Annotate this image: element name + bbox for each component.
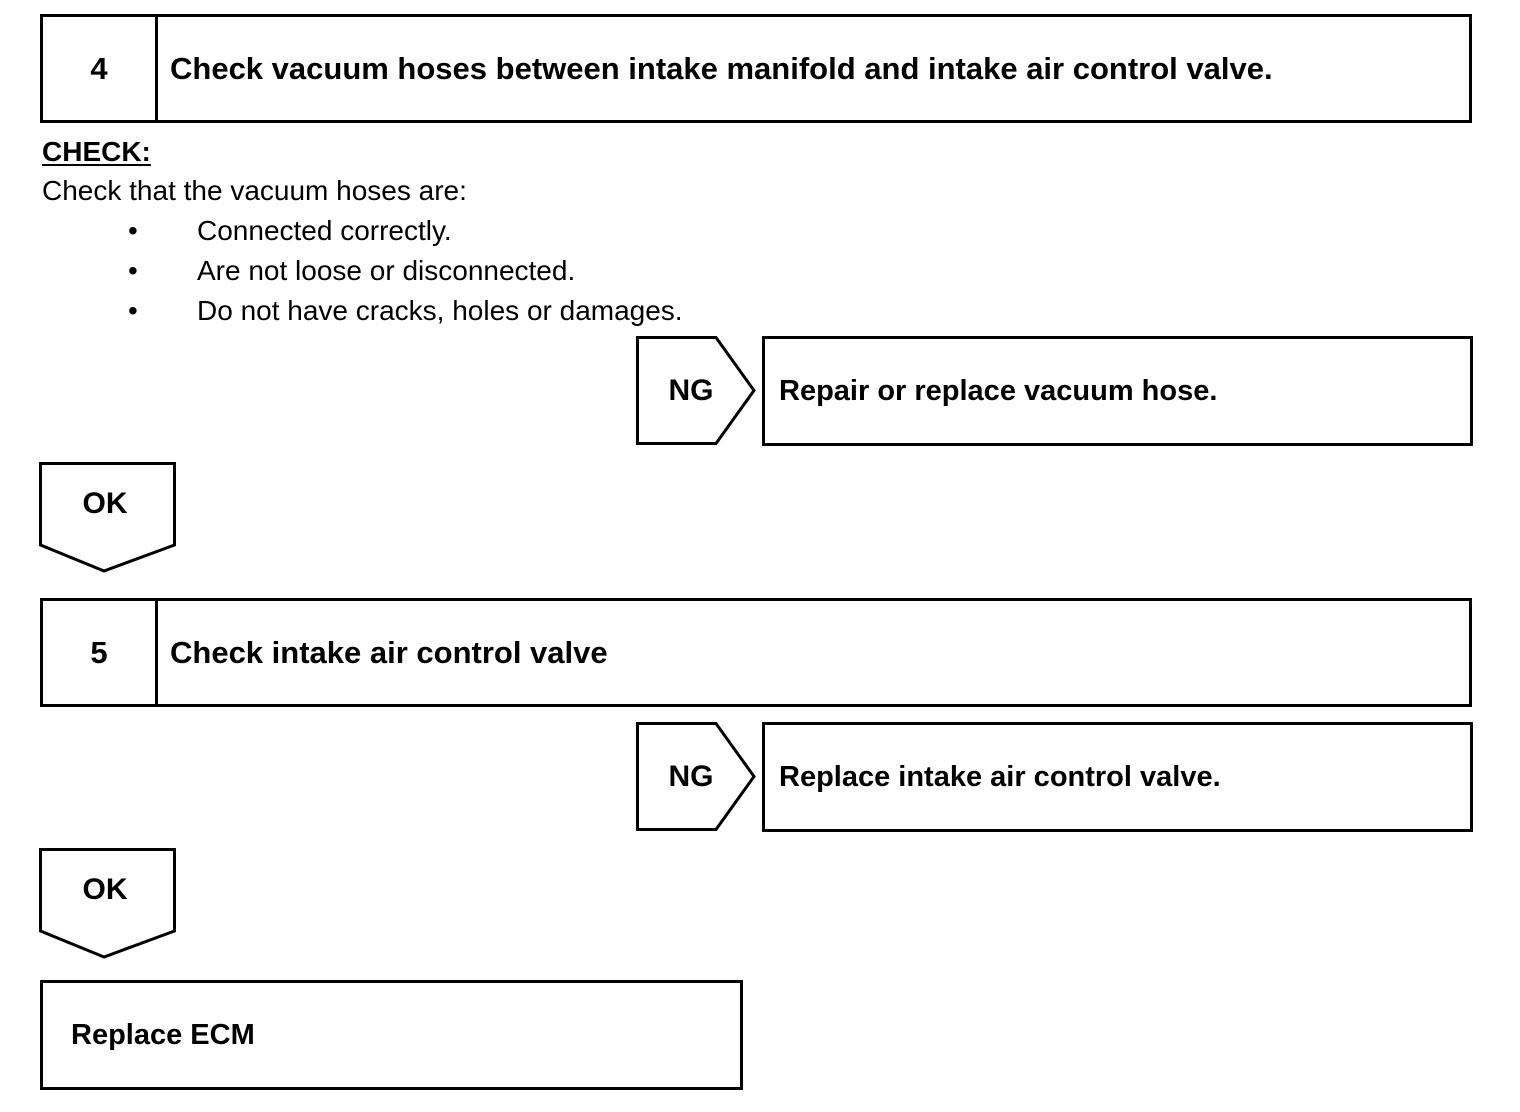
step-5-box [40,598,1472,707]
step-5-title: Check intake air control valve [170,634,608,670]
step-4-title: Check vacuum hoses between intake manifold and intake air control valve. [170,50,1273,86]
step-5-ok-label: OK [82,873,128,906]
step-5-number: 5 [43,601,158,704]
bullet-icon: • [128,255,138,286]
step-4-box [40,14,1472,123]
final-action-text: Replace ECM [71,1018,255,1051]
list-item-text: Are not loose or disconnected. [197,255,576,286]
step-4-number: 4 [43,17,158,120]
list-item-text: Do not have cracks, holes or damages. [197,295,683,326]
step-4-ng-result-text: Repair or replace vacuum hose. [779,374,1218,407]
step-4-ng-result-box [762,336,1473,446]
list-item-text: Connected correctly. [197,215,452,246]
step-4-ng-label: NG [668,374,714,407]
bullet-icon: • [128,215,138,246]
final-action-box [40,980,743,1090]
step-5-ng-result-box [762,722,1473,832]
bullet-icon: • [128,295,138,326]
check-intro: Check that the vacuum hoses are: [42,175,467,206]
check-heading: CHECK: [42,136,151,167]
step-5-ng-result-text: Replace intake air control valve. [779,760,1221,793]
step-5-ng-label: NG [668,760,714,793]
step-4-ok-label: OK [82,487,128,520]
